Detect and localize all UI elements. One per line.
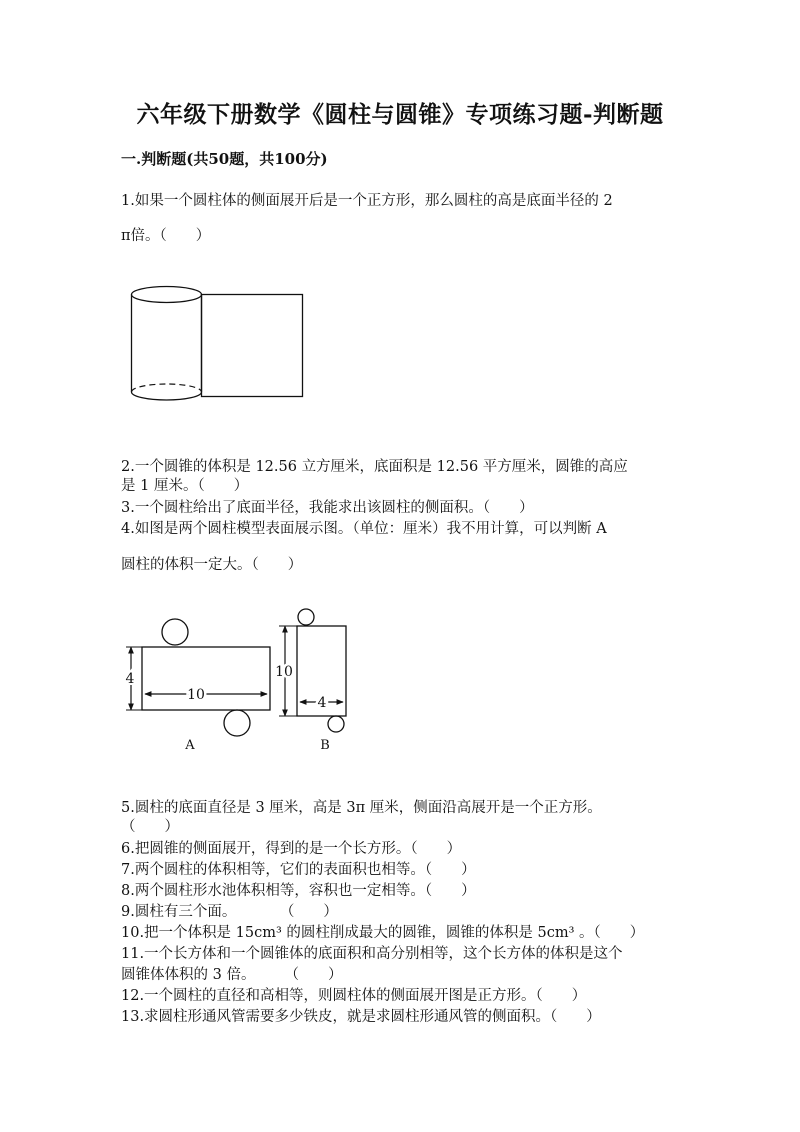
question-1-line-2: π倍。（ ） bbox=[121, 228, 211, 244]
question-10-line: 10.把一个体积是 15cm³ 的圆柱削成最大的圆锥，圆锥的体积是 5cm³ 。（ ） bbox=[121, 925, 645, 941]
question-2-line-1: 2.一个圆锥的体积是 12.56 立方厘米，底面积是 12.56 平方厘米，圆锥的高应 bbox=[121, 459, 628, 475]
net-a-caption: A bbox=[185, 738, 195, 753]
net-a-top-circle bbox=[162, 619, 188, 645]
question-4-line-2: 圆柱的体积一定大。（ ） bbox=[121, 557, 303, 573]
question-7-line: 7.两个圆柱的体积相等，它们的表面积也相等。（ ） bbox=[121, 862, 476, 878]
net-a-bottom-circle bbox=[224, 710, 250, 736]
cylinder-bottom-hidden-arc bbox=[132, 384, 202, 392]
net-b-width-label: 4 bbox=[317, 695, 327, 711]
question-3-line: 3.一个圆柱给出了底面半径，我能求出该圆柱的侧面积。（ ） bbox=[121, 500, 534, 516]
question-4-line-1: 4.如图是两个圆柱模型表面展示图。（单位：厘米）我不用计算，可以判断 A bbox=[121, 521, 607, 537]
cylinder-top-ellipse bbox=[132, 287, 202, 303]
question-2-line-2: 是 1 厘米。（ ） bbox=[121, 478, 249, 494]
question-12-line: 12.一个圆柱的直径和高相等，则圆柱体的侧面展开图是正方形。（ ） bbox=[121, 988, 587, 1004]
question-5-line-2: （ ） bbox=[121, 819, 179, 835]
net-b-caption: B bbox=[320, 738, 330, 753]
page-title: 六年级下册数学《圆柱与圆锥》专项练习题-判断题 bbox=[136, 101, 664, 128]
question-1-line-1: 1.如果一个圆柱体的侧面展开后是一个正方形，那么圆柱的高是底面半径的 2 bbox=[121, 193, 613, 209]
cylinder-net-figure bbox=[125, 280, 310, 410]
unrolled-side-square bbox=[202, 295, 303, 397]
net-a-height-label: 4 bbox=[125, 671, 135, 687]
question-9-line: 9.圆柱有三个面。 （ ） bbox=[121, 904, 338, 920]
question-11-line-2: 圆锥体体积的 3 倍。 （ ） bbox=[121, 967, 343, 983]
question-6-line: 6.把圆锥的侧面展开，得到的是一个长方形。（ ） bbox=[121, 841, 462, 857]
question-13-line: 13.求圆柱形通风管需要多少铁皮，就是求圆柱形通风管的侧面积。（ ） bbox=[121, 1009, 601, 1025]
net-b-top-circle bbox=[298, 609, 314, 625]
section-heading: 一.判断题(共50题，共100分) bbox=[121, 150, 328, 168]
net-a-rectangle bbox=[142, 647, 270, 710]
net-a-width-label: 10 bbox=[187, 687, 205, 703]
net-b-height-label: 10 bbox=[275, 664, 293, 680]
question-8-line: 8.两个圆柱形水池体积相等，容积也一定相等。（ ） bbox=[121, 883, 476, 899]
net-b-bottom-circle bbox=[328, 716, 344, 732]
question-5-line-1: 5.圆柱的底面直径是 3 厘米，高是 3π 厘米，侧面沿高展开是一个正方形。 bbox=[121, 800, 602, 816]
cylinder-nets-figure bbox=[120, 604, 360, 754]
question-11-line-1: 11.一个长方体和一个圆锥体的底面积和高分别相等，这个长方体的体积是这个 bbox=[121, 946, 623, 962]
cylinder-bottom-front-arc bbox=[132, 392, 202, 400]
